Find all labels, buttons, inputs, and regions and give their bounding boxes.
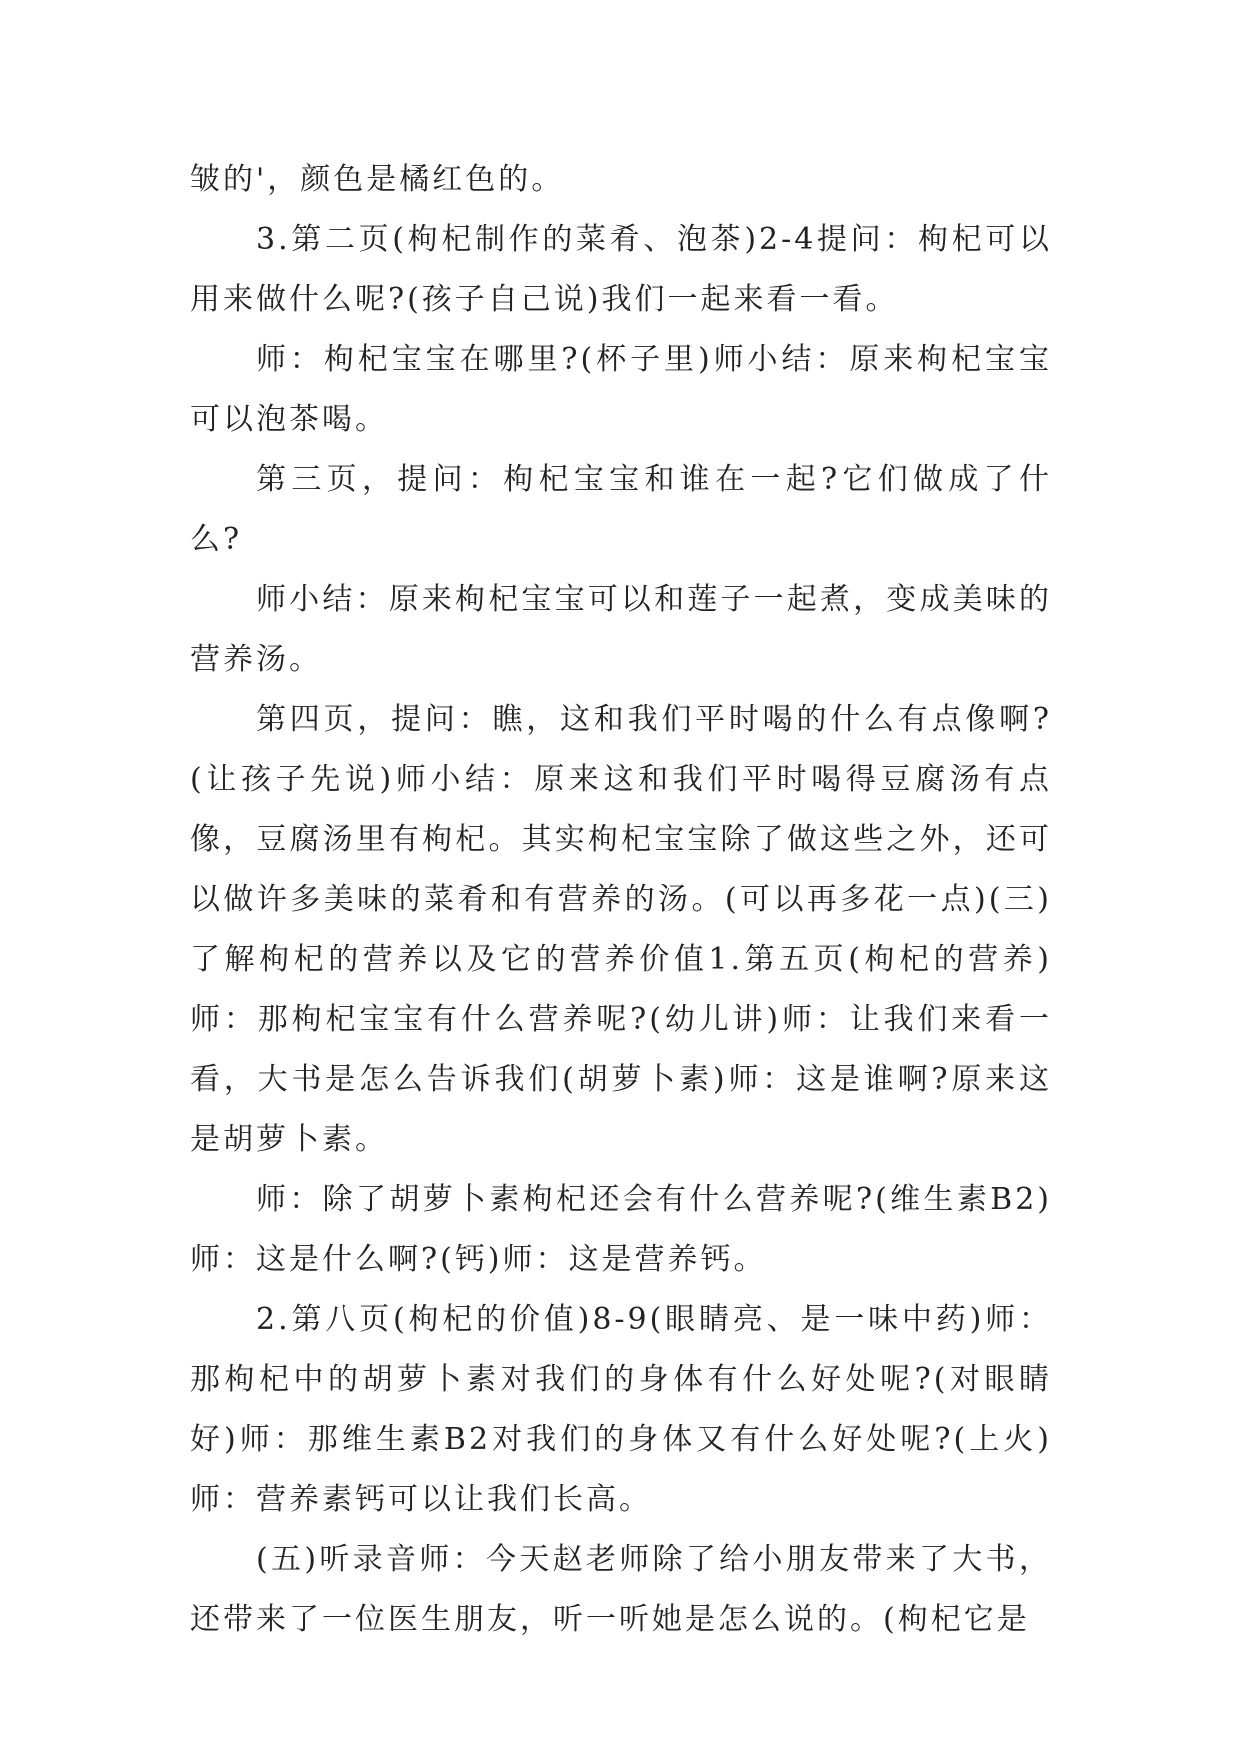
paragraph-recording: (五)听录音师：今天赵老师除了给小朋友带来了大书，还带来了一位医生朋友，听一听她是怎么说的。(枸杞它是 bbox=[190, 1542, 1052, 1637]
document-body bbox=[190, 150, 1052, 1650]
paragraph-page-two: 3.第二页(枸杞制作的菜肴、泡茶)2-4提问：枸杞可以用来做什么呢?(孩子自己说)我们一起来看一看。 bbox=[190, 222, 1052, 317]
paragraph-cup: 师：枸杞宝宝在哪里?(杯子里)师小结：原来枸杞宝宝可以泡茶喝。 bbox=[190, 342, 1052, 437]
paragraph-vitamin: 师：除了胡萝卜素枸杞还会有什么营养呢?(维生素B2)师：这是什么啊?(钙)师：这是营养钙。 bbox=[190, 1182, 1052, 1277]
paragraph-continuation: 皱的'，颜色是橘红色的。 bbox=[190, 162, 565, 197]
paragraph-page-eight: 2.第八页(枸杞的价值)8-9(眼睛亮、是一味中药)师：那枸杞中的胡萝卜素对我们的身体有什么好处呢?(对眼睛好)师：那维生素B2对我们的身体又有什么好处呢?(上火)师：营养素钙可以让我们长高。 bbox=[190, 1302, 1052, 1517]
paragraph-lotus-soup: 师小结：原来枸杞宝宝可以和莲子一起煮，变成美味的营养汤。 bbox=[190, 582, 1052, 677]
paragraph-page-four: 第四页，提问：瞧，这和我们平时喝的什么有点像啊?(让孩子先说)师小结：原来这和我们平时喝得豆腐汤有点像，豆腐汤里有枸杞。其实枸杞宝宝除了做这些之外，还可以做许多美味的菜肴和有营养的汤。(可以再多花一点)(三)了解枸杞的营养以及它的营养价值1.第五页(枸杞的营养)师：那枸杞宝宝有什么营养呢?(幼儿讲)师：让我们来看一看，大书是怎么告诉我们(胡萝卜素)师：这是谁啊?原来这是胡萝卜素。 bbox=[190, 702, 1052, 1157]
paragraph-page-three: 第三页，提问：枸杞宝宝和谁在一起?它们做成了什么? bbox=[190, 462, 1052, 557]
